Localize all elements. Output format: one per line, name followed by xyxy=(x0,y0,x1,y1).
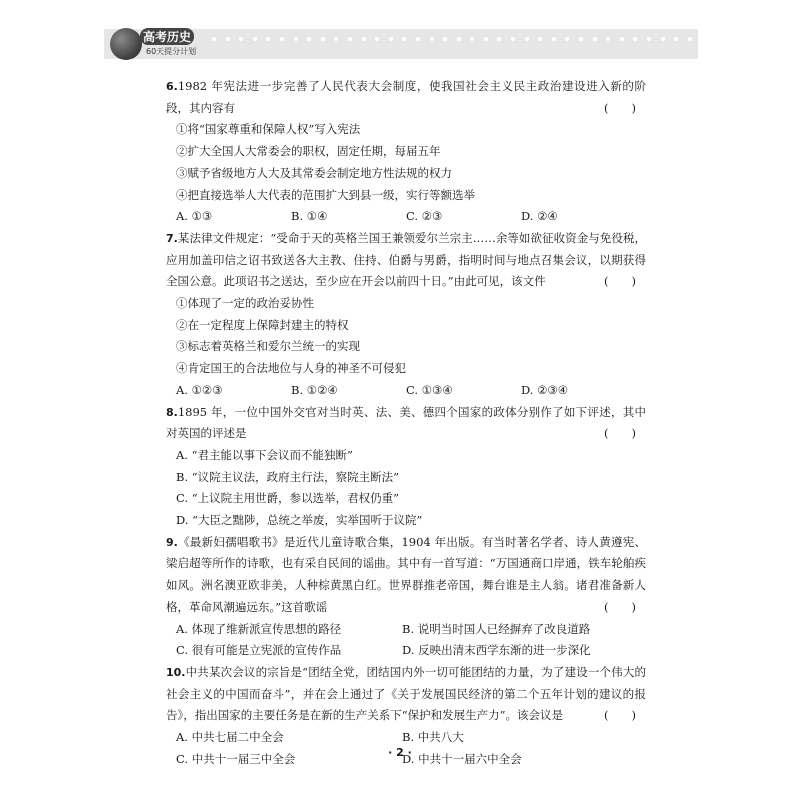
question-number: 6. xyxy=(166,80,178,93)
answer-option: C. 很有可能是立宪派的宣传作品 xyxy=(176,643,342,658)
question-text: 1895 年，一位中国外交官对当时英、法、美、德四个国家的政体分别作了如下评述，其中对英国的评述是 xyxy=(166,404,646,441)
answer-bracket: ( ) xyxy=(604,599,636,614)
statement-item: D. “大臣之黜陟，总统之举废，实举国听于议院” xyxy=(176,513,423,528)
header-dots xyxy=(212,37,692,41)
statement-item: ②在一定程度上保障封建主的特权 xyxy=(176,317,349,332)
question-number: 7. xyxy=(166,231,178,245)
statement-item: ③标志着英格兰和爱尔兰统一的实现 xyxy=(176,339,360,354)
answer-option: B. ①②④ xyxy=(291,382,338,397)
question-stem xyxy=(166,228,646,293)
answer-option: D. 中共十一届六中全会 xyxy=(402,751,522,766)
question-number: 10. xyxy=(166,665,186,679)
question-7 xyxy=(166,228,646,402)
statement-item: ②扩大全国人大常委会的职权，固定任期，每届五年 xyxy=(176,144,441,159)
question-stem xyxy=(166,76,646,119)
answer-option: C. ②③ xyxy=(406,209,443,224)
statement-item: B. “议院主议法，政府主行法，察院主断法” xyxy=(176,469,400,484)
statement-item: ③赋予省级地方人大及其常委会制定地方性法规的权力 xyxy=(176,165,452,180)
answer-option: B. 说明当时国人已经摒弃了改良道路 xyxy=(402,621,591,636)
answer-option: A. ①②③ xyxy=(176,382,223,397)
header-logo xyxy=(110,26,210,62)
answer-option: B. 中共八大 xyxy=(402,730,464,745)
question-number: 9. xyxy=(166,535,178,549)
question-number: 8. xyxy=(166,405,178,419)
options-row xyxy=(166,640,646,662)
question-stem xyxy=(166,532,646,619)
question-text: 1982 年宪法进一步完善了人民代表大会制度，使我国社会主义民主政治建设进入新的阶段，其内容有 xyxy=(166,79,646,115)
statement-item: ①体现了一定的政治妥协性 xyxy=(176,296,314,311)
options-row xyxy=(166,619,646,641)
question-text: 某法律文件规定：“受命于天的英格兰国王兼领爱尔兰宗主……余等如欲征收资金与免役税，应用加盖印信之诏书致送各大主教、住持、伯爵与男爵，指明时间与地点召集会议，以期获得全国公意。此项诏书之送达，至少应在开会以前四十日。”由此可见，该文件 xyxy=(166,230,646,289)
cd-disc-icon xyxy=(110,28,142,60)
answer-option: D. ②③④ xyxy=(521,382,569,397)
question-text: 中共某次会议的宗旨是“团结全党，团结国内外一切可能团结的力量，为了建设一个伟大的社会主义的中国而奋斗”，并在会上通过了《关于发展国民经济的第二个五年计划的建议的报告》，指出国家的主要任务是在新的生产关系下“保护和发展生产力”。该会议是 xyxy=(166,664,646,723)
question-8 xyxy=(166,402,646,532)
options-row xyxy=(166,206,646,228)
answer-option: C. ①③④ xyxy=(406,382,453,397)
logo-title: 高考历史 xyxy=(140,28,194,45)
statement-item: A. “君主能以事下会议而不能独断” xyxy=(176,447,353,462)
logo-subtitle: 60天提分计划 xyxy=(146,47,197,56)
options-row xyxy=(166,380,646,402)
statement-item: ①将“国家尊重和保障人权”写入宪法 xyxy=(176,122,361,137)
answer-option: B. ①④ xyxy=(291,209,328,224)
statement-item: ④把直接选举人大代表的范围扩大到县一级，实行等额选举 xyxy=(176,187,475,202)
question-text: 《最新妇孺唱歌书》是近代儿童诗歌合集，1904 年出版。有当时著名学者、诗人黄遵宪、梁启超等所作的诗歌，也有采自民间的谣曲。其中有一首写道：“万国通商口岸通，铁车轮舶疾如风。洲名澳亚欧非美，人种棕黄黑白红。世界群推老帝国，舞台谁是主人翁。诸君准备新人格，革命风潮遍远东。”这首歌谣 xyxy=(166,534,646,614)
question-9 xyxy=(166,532,646,662)
question-stem xyxy=(166,662,646,727)
statement-item: ④肯定国王的合法地位与人身的神圣不可侵犯 xyxy=(176,361,406,376)
page-number: · 2 · xyxy=(388,746,412,759)
answer-bracket: ( ) xyxy=(604,100,636,115)
question-6 xyxy=(166,76,646,228)
answer-option: A. 中共七届二中全会 xyxy=(176,730,284,745)
answer-option: C. 中共十一届三中全会 xyxy=(176,751,296,766)
question-list xyxy=(166,76,646,771)
answer-bracket: ( ) xyxy=(604,708,636,723)
answer-bracket: ( ) xyxy=(604,426,636,441)
answer-option: D. ②④ xyxy=(521,209,558,224)
answer-option: A. 体现了维新派宣传思想的路径 xyxy=(176,621,342,636)
answer-option: D. 反映出清末西学东渐的进一步深化 xyxy=(402,643,591,658)
answer-bracket: ( ) xyxy=(604,274,636,289)
answer-option: A. ①③ xyxy=(176,209,213,224)
statement-item: C. “上议院主用世爵，参以选举，君权仍重” xyxy=(176,491,399,506)
question-stem xyxy=(166,402,646,445)
